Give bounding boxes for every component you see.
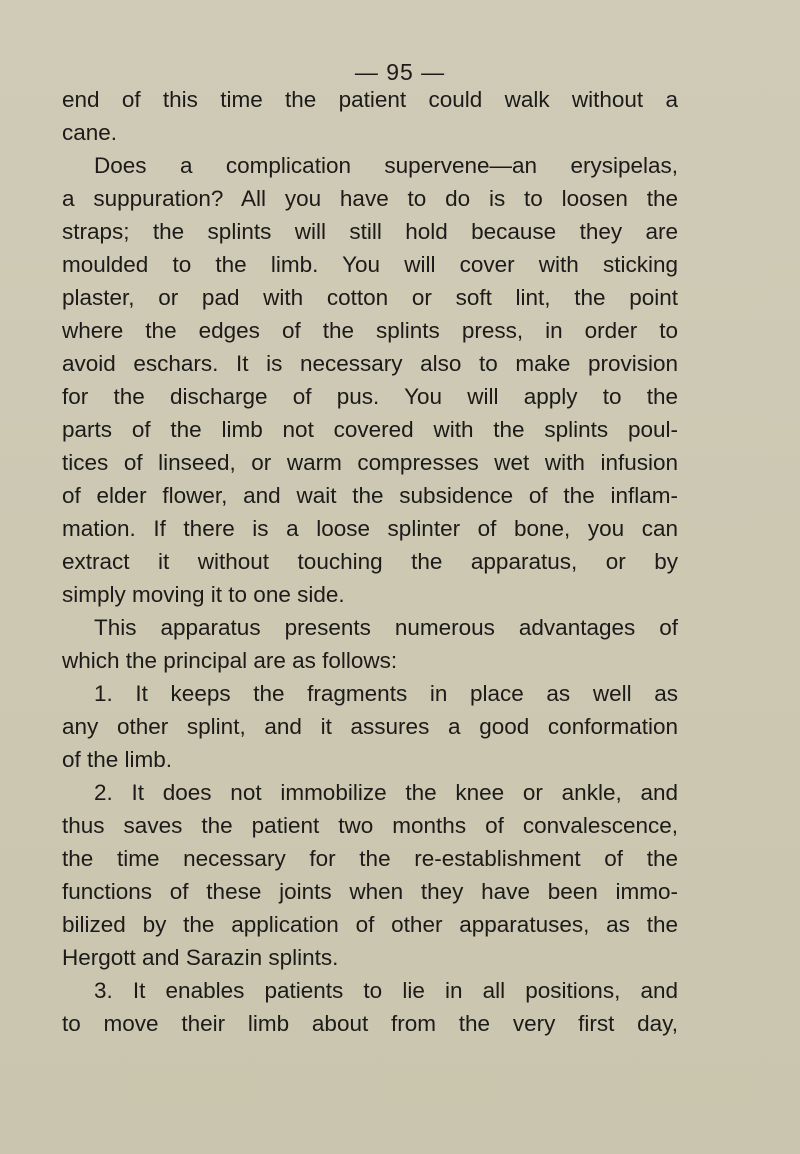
body-text — [62, 83, 678, 1040]
text-line: This apparatus presents numerous advantages of — [94, 615, 678, 640]
text-line: parts of the limb not covered with the splints poul- — [62, 417, 678, 442]
text-line: any other splint, and it assures a good conformation — [62, 714, 678, 739]
text-line: bilized by the application of other apparatuses, as the — [62, 912, 678, 937]
text-line: the time necessary for the re-establishment of the — [62, 846, 678, 871]
text-line: to move their limb about from the very first day, — [62, 1011, 678, 1036]
text-line: moulded to the limb. You will cover with sticking — [62, 252, 678, 277]
text-line: functions of these joints when they have been immo- — [62, 879, 678, 904]
text-line: for the discharge of pus. You will apply to the — [62, 384, 678, 409]
text-line: 3. It enables patients to lie in all positions, and — [94, 978, 678, 1003]
text-line: avoid eschars. It is necessary also to make provision — [62, 351, 678, 376]
text-line: mation. If there is a loose splinter of bone, you can — [62, 516, 678, 541]
text-line: of the limb. — [62, 747, 173, 772]
text-line: tices of linseed, or warm compresses wet with infusion — [62, 450, 678, 475]
text-line: cane. — [62, 120, 118, 145]
text-line: thus saves the patient two months of convalescence, — [62, 813, 678, 838]
text-line: Does a complication supervene—an erysipelas, — [94, 153, 678, 178]
text-line: extract it without touching the apparatus, or by — [62, 549, 678, 574]
text-line: a suppuration? All you have to do is to loosen the — [62, 186, 678, 211]
page-number: — 95 — — [354, 59, 446, 85]
text-line: of elder flower, and wait the subsidence of the inflam- — [62, 483, 678, 508]
text-line: Hergott and Sarazin splints. — [62, 945, 339, 970]
text-line: straps; the splints will still hold because they are — [62, 219, 678, 244]
text-line: plaster, or pad with cotton or soft lint, the point — [62, 285, 678, 310]
text-line: 1. It keeps the fragments in place as well as — [94, 681, 678, 706]
text-line: which the principal are as follows: — [62, 648, 398, 673]
text-line: where the edges of the splints press, in order to — [62, 318, 678, 343]
text-line: simply moving it to one side. — [62, 582, 345, 607]
text-line: 2. It does not immobilize the knee or ankle, and — [94, 780, 678, 805]
text-line: end of this time the patient could walk without a — [62, 87, 678, 112]
